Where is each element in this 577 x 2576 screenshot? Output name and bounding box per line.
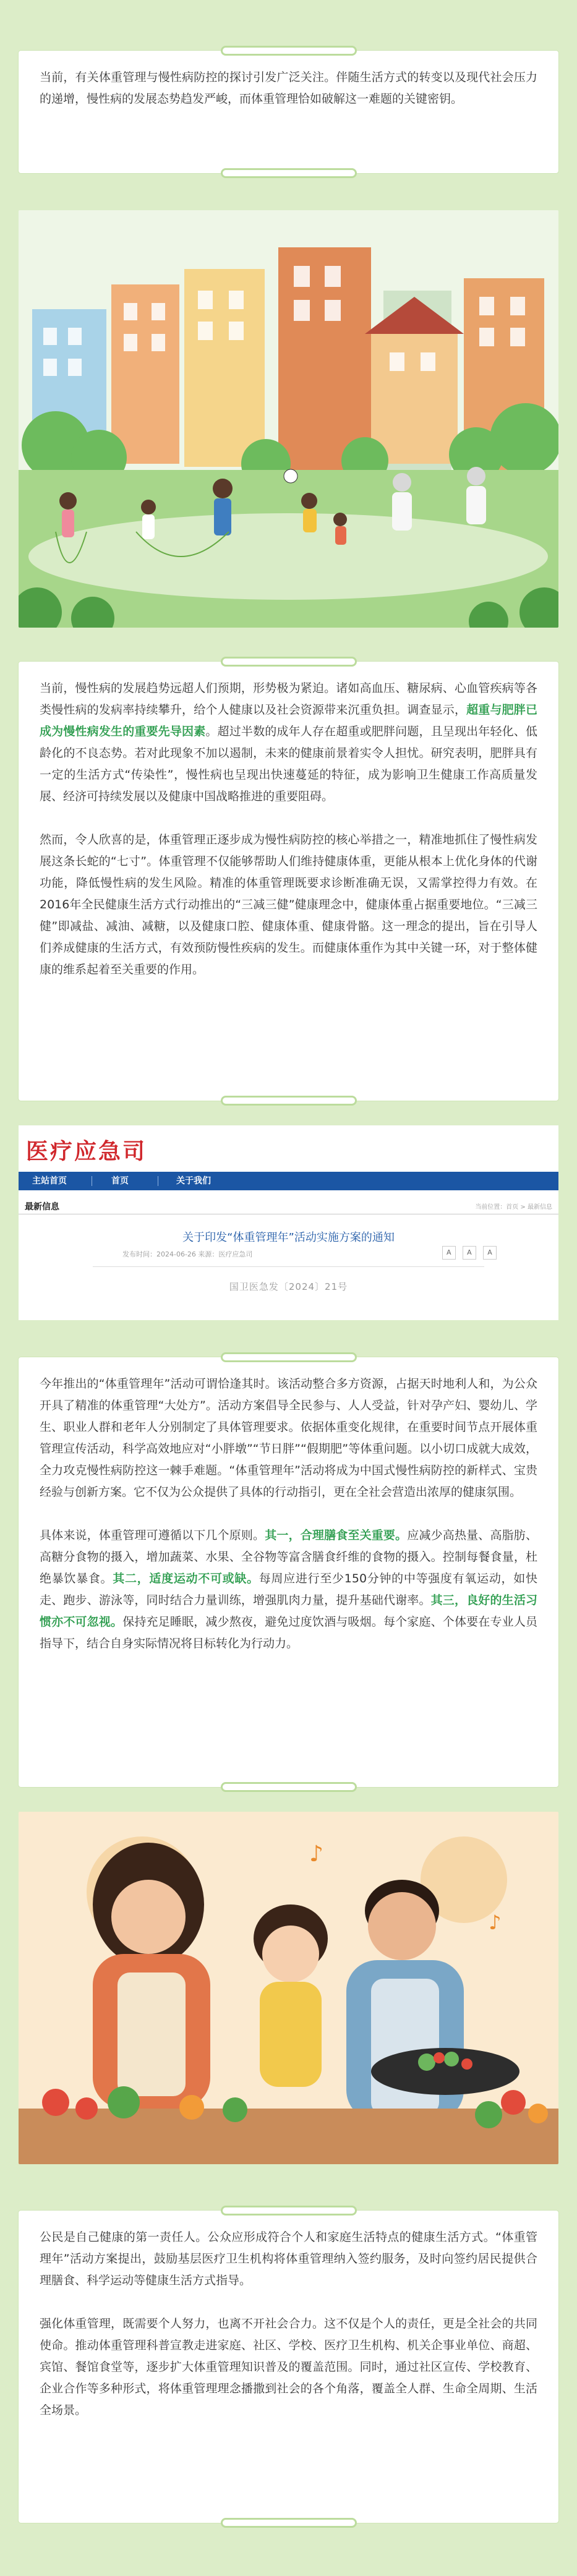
responsibility-card: [19, 2211, 558, 2523]
content-divider: [93, 1266, 484, 1267]
nav-item-about[interactable]: 关于我们: [176, 1176, 211, 1186]
card-top-tab: [221, 46, 357, 56]
society-effort-paragraph: 强化体重管理，既需要个人努力，也离不开社会合力。这不仅是个人的责任，更是全社会的共同使命。推动体重管理科普宣教走进家庭、社区、学校、医疗卫生机构、机关企事业单位、商超、宾馆、餐馆食堂等，逐步扩大体重管理知识普及的覆盖范围。同时，通过社区宣传、学校教育、企业合作等多种形式，将体重管理理念播撒到社会的各个角落，覆盖全人群、生命全周期、生活全场景。: [40, 2317, 537, 2417]
svg-text:♪: ♪: [489, 1911, 502, 1934]
gov-website-capture: [19, 1125, 558, 1320]
card-top-tab: [221, 657, 357, 667]
intro-paragraph: 当前，有关体重管理与慢性病防控的探讨引发广泛关注。伴随生活方式的转变以及现代社会压力的递增，慢性病的发展态势趋发严峻，而体重管理恰如破解这一难题的关键密钥。: [40, 70, 537, 106]
document-number: 国卫医急发〔2024〕21号: [229, 1281, 348, 1292]
family-cooking-image: [19, 1812, 558, 2164]
intro-card: [19, 51, 558, 173]
principle-1-highlight: 其一，合理膳食至关重要。: [265, 1529, 408, 1542]
card-bottom-tab: [221, 1782, 357, 1792]
weight-year-card: [19, 1357, 558, 1787]
park-scene-image: [19, 210, 558, 628]
card-top-tab: [221, 2206, 357, 2216]
card-bottom-tab: [221, 1096, 357, 1106]
first-responsible-paragraph: 公民是自己健康的第一责任人。公众应形成符合个人和家庭生活特点的健康生活方式。“体重管理年”活动方案提出，鼓励基层医疗卫生机构将体重管理纳入签约服务，及时向签约居民提供合理膳食、科学运动等健康生活方式指导。: [40, 2230, 537, 2287]
chronic-trend-paragraph: [19, 678, 558, 808]
breadcrumb: 当前位置：首页 > 最新信息: [475, 1204, 552, 1211]
principle-3-text: 保持充足睡眠，减少熬夜，避免过度饮酒与吸烟。每个家庭、个体要在专业人员指导下，结合自身实际情况将目标转化为行动力。: [40, 1615, 537, 1650]
font-size-button[interactable]: A: [442, 1246, 456, 1260]
nav-item-home[interactable]: 首页: [111, 1176, 129, 1186]
font-size-tools: [438, 1245, 497, 1260]
nav-item-main-home[interactable]: 主站首页: [32, 1176, 67, 1186]
principle-3-highlight: 其三，良好的生活习惯亦不可忽视。: [40, 1593, 537, 1629]
chronic-trend-text-b: 。超过半数的成年人存在超重或肥胖问题，且呈现出年轻化、低龄化的不良态势。若对此现象不加以遏制，未来的健康前景着实令人担忧。研究表明，肥胖具有一定的生活方式“传染性”，慢性病也呈现出快速蔓延的特征，成为影响卫生健康工作高质量发展、经济可持续发展以及健康中国战略推进的重要阻碍。: [40, 725, 537, 803]
notice-meta: 发布时间：2024-06-26 来源：医疗应急司: [122, 1250, 253, 1258]
section-label: 最新信息: [25, 1202, 59, 1212]
chronic-disease-card: [19, 662, 558, 1101]
weight-year-paragraph: 今年推出的“体重管理年”活动可谓恰逢其时。该活动整合多方资源，占据天时地利人和，为公众开具了精准的体重管理“大处方”。活动方案倡导全民参与、人人受益，针对孕产妇、婴幼儿、学生、职业人群和老年人分别制定了具体管理要求。依据体重变化规律，在重要时间节点开展体重管理宣传活动，科学高效地应对“小胖墩”“节日胖”“假期肥”等体重问题。以小切口成就大成效，全力攻克慢性病防控这一棘手难题。“体重管理年”活动将成为中国式慢性病防控的新样式、宝贵经验与创新方案。它不仅为公众提供了具体的行动指引，更在全社会营造出浓厚的健康氛围。: [40, 1377, 537, 1499]
chronic-trend-text-a: 当前，慢性病的发展趋势远超人们预期，形势极为紧迫。诸如高血压、糖尿病、心血管疾病等各类慢性病的发病率持续攀升，给个人健康以及社会资源带来沉重负担。调查显示，: [40, 681, 537, 717]
font-size-button[interactable]: A: [463, 1246, 476, 1260]
family-cooking-illustration: [19, 1812, 558, 2164]
card-bottom-tab: [221, 168, 357, 178]
principle-2-highlight: 其二，适度运动不可或缺。: [113, 1572, 259, 1585]
principle-1-text: 应减少高热量、高脂肪、高糖分食物的摄入，增加蔬菜、水果、全谷物等富含膳食纤维的食物的摄入。控制每餐食量，杜绝暴饮暴食。: [40, 1529, 537, 1585]
park-exercise-illustration: [19, 210, 558, 628]
principles-intro: 具体来说，体重管理可遵循以下几个原则。: [40, 1529, 265, 1542]
site-nav-bar: [19, 1172, 558, 1190]
site-brand: 医疗应急司: [26, 1139, 147, 1164]
section-header: [19, 1197, 558, 1214]
card-bottom-tab: [221, 2518, 357, 2528]
font-size-button[interactable]: A: [483, 1246, 497, 1260]
weight-management-paragraph: 然而，令人欣喜的是，体重管理正逐步成为慢性病防控的核心举措之一，精准地抓住了慢性病发展这条长蛇的“七寸”。体重管理不仅能够帮助人们维持健康体重，更能从根本上优化身体的代谢功能，降低慢性病的发生风险。精准的体重管理既要求诊断准确无误，又需掌控得力有效。在2016年全民健康生活方式行动推出的“三减三健”健康理念中，健康体重占据重要地位。“三减三健”即减盐、减油、减糖，以及健康口腔、健康体重、健康骨骼。这一理念的提出，旨在引导人们养成健康的生活方式，有效预防慢性疾病的发生。而健康体重作为其中关键一环，对于整体健康的维系起着至关重要的作用。: [40, 833, 537, 976]
svg-text:♪: ♪: [309, 1841, 323, 1867]
principle-2-text: 每周应进行至少150分钟的中等强度有氧运动，如快走、跑步、游泳等，同时结合力量训练，增强肌肉力量，提升基础代谢率。: [40, 1572, 537, 1607]
card-top-tab: [221, 1352, 357, 1362]
principles-paragraph: [19, 1525, 558, 1655]
notice-title: 关于印发“体重管理年”活动实施方案的通知: [182, 1231, 395, 1244]
obesity-highlight: 超重与肥胖已成为慢性病发生的重要先导因素: [40, 703, 537, 738]
